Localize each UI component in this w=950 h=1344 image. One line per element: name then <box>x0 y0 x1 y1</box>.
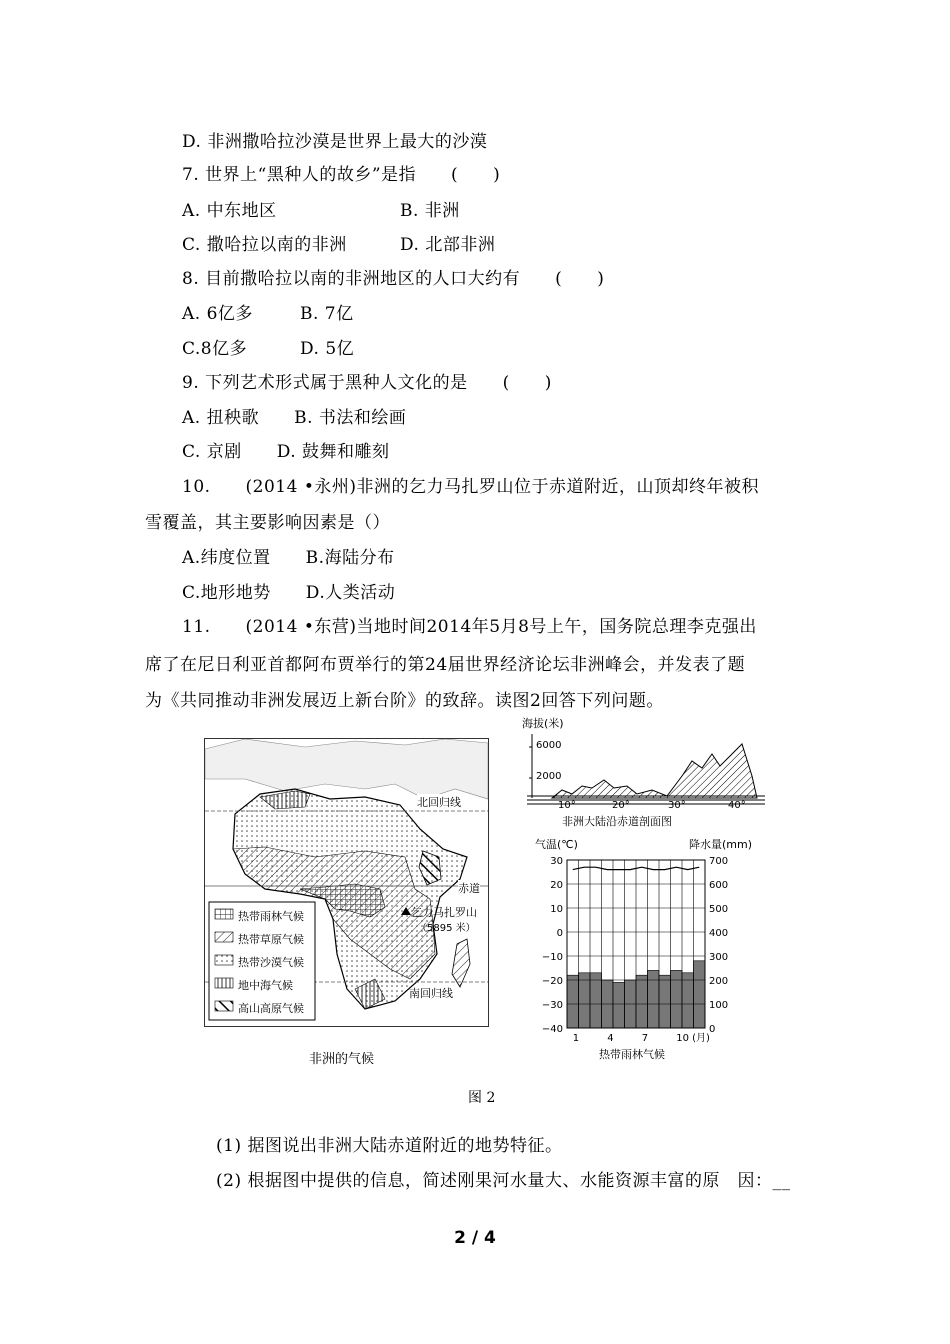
tropic-north-label: 北回归线 <box>417 796 461 809</box>
q11-line2: 席了在尼日利亚首都阿布贾举行的第24届世界经济论坛非洲峰会，并发表了题 <box>145 655 746 675</box>
left-tick-label: 20 <box>550 880 563 891</box>
q11-line1: 11. (2014 •东营)当地时间2014年5月8号上午，国务院总理李克强出 <box>182 617 757 637</box>
precip-bar <box>613 982 625 1028</box>
left-tick-label: −30 <box>541 1000 563 1011</box>
precip-bar <box>671 970 683 1028</box>
right-tick-label: 400 <box>709 928 729 939</box>
left-tick-label: 0 <box>556 928 563 939</box>
q7-stem: 7. 世界上“黑种人的故乡”是指 ( ) <box>182 165 501 185</box>
profile-ytick-6000: 6000 <box>536 740 562 751</box>
climate-caption: 热带雨林气候 <box>599 1048 665 1061</box>
q7-option-b: B. 非洲 <box>400 201 460 221</box>
legend-savanna: 热带草原气候 <box>238 933 304 946</box>
q10-options-cd: C.地形地势 D.人类活动 <box>182 583 396 603</box>
month-tick-label: 10 (月) <box>676 1033 710 1044</box>
left-tick-label: −40 <box>541 1024 563 1035</box>
left-tick-label: 10 <box>550 904 563 915</box>
q7-option-c: C. 撒哈拉以南的非洲 <box>182 235 347 255</box>
left-tick-label: −20 <box>541 976 563 987</box>
profile-ytick-2000: 2000 <box>536 771 562 782</box>
left-tick-label: −10 <box>541 952 563 963</box>
profile-caption: 非洲大陆沿赤道剖面图 <box>562 815 672 828</box>
tropic-south-label: 南回归线 <box>409 987 453 1000</box>
q11-sub2: (2) 根据图中提供的信息，简述刚果河水量大、水能资源丰富的原 因：__ <box>216 1171 791 1191</box>
profile-ylabel: 海拔(米) <box>522 717 564 730</box>
legend-mediterranean: 地中海气候 <box>238 979 293 992</box>
right-tick-label: 500 <box>709 904 729 915</box>
kilimanjaro-elevation: （5895 米） <box>417 923 476 934</box>
left-tick-label: 30 <box>550 856 563 867</box>
month-tick-label: 4 <box>607 1033 614 1044</box>
climate-chart-svg <box>535 832 775 1062</box>
precip-bar <box>579 973 591 1028</box>
climate-ylabel-right: 降水量(mm) <box>689 838 753 851</box>
q11-sub1: (1) 据图说出非洲大陆赤道附近的地势特征。 <box>216 1136 563 1156</box>
right-tick-label: 600 <box>709 880 729 891</box>
page-number: 2 / 4 <box>454 1228 496 1248</box>
q9-stem: 9. 下列艺术形式属于黑种人文化的是 ( ) <box>182 373 552 393</box>
profile-xtick-40: 40° <box>728 800 746 811</box>
q10-options-ab: A.纬度位置 B.海陆分布 <box>182 548 395 568</box>
q10-line1: 10. (2014 •永州)非洲的乞力马扎罗山位于赤道附近，山顶却终年被积 <box>182 477 759 497</box>
profile-xtick-30: 30° <box>668 800 686 811</box>
precip-bar <box>567 975 579 1028</box>
right-tick-label: 300 <box>709 952 729 963</box>
precip-bar <box>648 970 660 1028</box>
q8-option-d: D. 5亿 <box>300 339 355 359</box>
map-caption: 非洲的气候 <box>309 1052 375 1067</box>
q11-line3: 为《共同推动非洲发展迈上新台阶》的致辞。读图2回答下列问题。 <box>145 691 664 711</box>
precip-bar <box>590 973 602 1028</box>
precip-bar <box>659 975 671 1028</box>
precip-bar <box>636 975 648 1028</box>
q7-option-a: A. 中东地区 <box>182 201 277 221</box>
equator-profile-chart <box>522 716 772 826</box>
equator-label: 赤道 <box>458 882 480 895</box>
precip-bar <box>682 973 694 1028</box>
profile-xtick-20: 20° <box>612 800 630 811</box>
q6-option-d: D. 非洲撒哈拉沙漠是世界上最大的沙漠 <box>182 132 488 152</box>
right-tick-label: 200 <box>709 976 729 987</box>
legend-desert: 热带沙漠气候 <box>238 956 304 969</box>
q8-stem: 8. 目前撒哈拉以南的非洲地区的人口大约有 ( ) <box>182 269 605 289</box>
climate-ylabel-left: 气温(℃) <box>535 838 578 851</box>
right-tick-label: 100 <box>709 1000 729 1011</box>
precip-bar <box>694 961 706 1028</box>
legend-rainforest: 热带雨林气候 <box>238 910 304 923</box>
right-tick-label: 0 <box>709 1024 716 1035</box>
kilimanjaro-label: 乞力马扎罗山 <box>411 906 477 919</box>
q9-options-cd: C. 京剧 D. 鼓舞和雕刻 <box>182 442 390 462</box>
legend-highland: 高山高原气候 <box>238 1002 304 1015</box>
right-tick-label: 700 <box>709 856 729 867</box>
elevation-profile <box>552 744 757 798</box>
q9-options-ab: A. 扭秧歌 B. 书法和绘画 <box>182 408 407 428</box>
africa-climate-map <box>204 738 489 1027</box>
q8-option-c: C.8亿多 <box>182 339 248 359</box>
q7-option-d: D. 北部非洲 <box>400 235 496 255</box>
q8-option-b: B. 7亿 <box>300 304 354 324</box>
q8-option-a: A. 6亿多 <box>182 304 253 324</box>
profile-xtick-10: 10° <box>558 800 576 811</box>
figure-label: 图 2 <box>468 1090 496 1106</box>
climate-chart <box>535 832 775 1062</box>
month-tick-label: 7 <box>641 1033 649 1044</box>
month-tick-label: 1 <box>572 1033 580 1044</box>
q10-line2: 雪覆盖，其主要影响因素是（） <box>145 513 390 533</box>
